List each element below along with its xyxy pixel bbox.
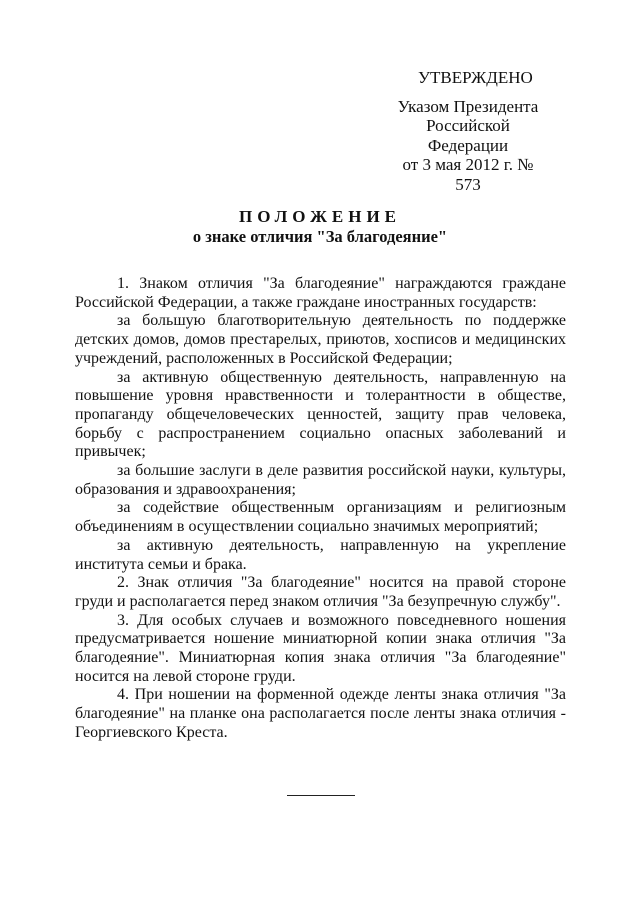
paragraph-3: 3. Для особых случаев и возможного повседневного ношения предусматривается ношение миниатюрной копии знака отличия "За благодеяние". Миниатюрная копия знака отличия "За благодеяние" носится на левой стороне груди. — [75, 611, 566, 685]
paragraph-1-item-organizations: за содействие общественным организациям и религиозным объединениям в осуществлении социально значимых мероприятий; — [75, 499, 566, 536]
document-title: ПОЛОЖЕНИЕ — [239, 207, 401, 226]
paragraph-4: 4. При ношении на форменной одежде ленты знака отличия "За благодеяние" на планке она располагается после ленты знака отличия - Георгиевского Креста. — [75, 686, 566, 741]
paragraph-1-item-family: за активную деятельность, направленную на укрепление института семьи и брака. — [75, 536, 566, 573]
approval-stamp: УТВЕРЖДЕНО — [418, 68, 533, 87]
approval-line-country: Российской Федерации — [426, 116, 510, 155]
paragraph-1: 1. Знаком отличия "За благодеяние" награждаются граждане Российской Федерации, а также граждане иностранных государств: — [75, 275, 566, 311]
end-separator-line — [287, 795, 355, 796]
document-body — [75, 275, 566, 743]
approval-line-date: от 3 мая 2012 г. № 573 — [402, 155, 534, 194]
approval-block — [388, 68, 578, 194]
document-subtitle: о знаке отличия "За благодеяние" — [192, 227, 448, 246]
paragraph-1-item-science: за большие заслуги в деле развития российской науки, культуры, образования и здравоохранения; — [75, 462, 566, 498]
paragraph-2: 2. Знак отличия "За благодеяние" носится на правой стороне груди и располагается перед знаком отличия "За безупречную службу". — [75, 574, 566, 610]
approval-line-decree: Указом Президента — [397, 96, 539, 116]
paragraph-1-item-charity: за большую благотворительную деятельность по поддержке детских домов, домов престарелых, приютов, хосписов и медицинских учреждений, расположенных в Российской Федерации; — [75, 312, 566, 367]
document-heading — [0, 207, 640, 247]
paragraph-1-item-public-activity: за активную общественную деятельность, направленную на повышение уровня нравственности и толерантности в обществе, пропаганду общечеловеческих ценностей, защиту прав человека, борьбу с распространением социально опасных заболеваний и привычек; — [75, 368, 566, 461]
